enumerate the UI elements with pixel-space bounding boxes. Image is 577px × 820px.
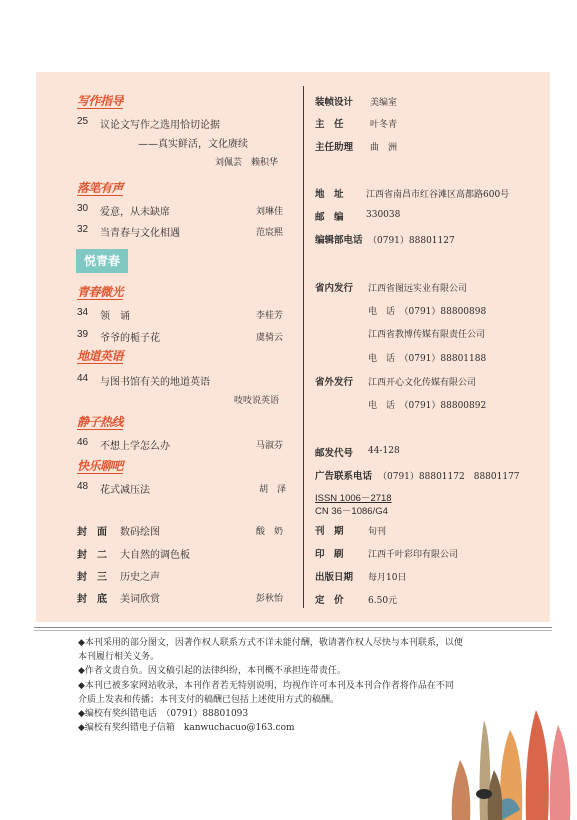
entry-title[interactable]: 爷爷的栀子花 [100, 333, 160, 344]
design-label: 装帧设计 [315, 97, 354, 108]
cover-title[interactable]: 数码绘图 [120, 527, 160, 538]
entry-author: 刘琳佳 [256, 207, 284, 217]
cn-number: CN 36－1086/G4 [315, 506, 388, 517]
entry-subtitle: ——真实鲜活，文化赓续 [138, 139, 248, 150]
price-label: 定 价 [315, 595, 344, 606]
cover-label: 封 底 [77, 594, 107, 605]
postcode-label: 邮 编 [315, 212, 344, 223]
postal-code-value: 44-128 [368, 446, 400, 456]
entry-page: 32 [77, 224, 89, 235]
address-value: 江西省南昌市红谷滩区高都路600号 [366, 190, 510, 200]
entry-title[interactable]: 当青春与文化相遇 [100, 228, 180, 239]
assistant-value: 曲 洲 [370, 143, 398, 153]
entry-title[interactable]: 领 诵 [100, 311, 130, 322]
frequency-label: 刊 期 [315, 526, 344, 537]
entry-page: 34 [77, 307, 89, 318]
entry-page: 25 [77, 116, 89, 127]
cover-label: 封 面 [77, 527, 107, 538]
cover-author: 彭秋怡 [256, 594, 284, 604]
issn-number: ISSN 1006－2718 [315, 493, 392, 504]
entry-author: 吱吱说英语 [234, 396, 280, 406]
ad-phone-value: （0791）88801172 88801177 [378, 472, 520, 482]
entry-page: 39 [77, 329, 89, 340]
entry-page: 48 [77, 481, 89, 492]
distributor-name: 江西开心文化传媒有限公司 [368, 378, 477, 388]
domestic-distribution-label: 省内发行 [315, 283, 354, 294]
section-jingzi-rexian: 静子热线 [77, 415, 124, 429]
distributor-name: 江西省图远实业有限公司 [368, 284, 468, 294]
distributor-phone: 电 话 （0791）88800892 [368, 401, 487, 411]
entry-title[interactable]: 与图书馆有关的地道英语 [100, 377, 210, 388]
assistant-label: 主任助理 [315, 142, 354, 153]
note-line: ◆本刊已被多家网站收录，本刊作者若无特别说明，均视作许可本刊及本刊合作者将作品在不同 [78, 680, 454, 691]
director-value: 叶冬青 [370, 120, 398, 130]
note-line: ◆作者文责自负。因文稿引起的法律纠纷，本刊概不承担连带责任。 [78, 666, 346, 677]
note-line: ◆编校有奖纠错电子信箱 kanwuchacuo@163.com [78, 723, 295, 734]
column-divider [303, 86, 304, 608]
yue-qingchun-badge: 悦青春 [76, 249, 128, 273]
office-phone-label: 编辑部电话 [315, 235, 363, 246]
distributor-name: 江西省教博传媒有限责任公司 [368, 330, 486, 340]
note-line: ◆编校有奖纠错电话 （0791）88801093 [78, 709, 249, 720]
section-kuaile-liaoba: 快乐聊吧 [77, 459, 124, 473]
note-line: ◆本刊采用的部分图文，因著作权人联系方式不详未能付酬，敬请著作权人尽快与本刊联系，以便 [78, 638, 463, 648]
postcode-value: 330038 [366, 210, 401, 220]
contents-panel [36, 72, 550, 622]
distributor-phone: 电 话 （0791）88801188 [368, 354, 487, 364]
entry-page: 30 [77, 203, 89, 214]
pub-date-value: 每月10日 [368, 573, 407, 583]
price-value: 6.50元 [368, 596, 398, 606]
entry-author: 刘佩芸 赖积华 [215, 158, 279, 168]
section-writing-guide: 写作指导 [77, 94, 124, 108]
design-value: 美编室 [370, 98, 398, 108]
footer-rule [34, 627, 552, 628]
entry-author: 马淑芬 [256, 441, 284, 451]
autumn-trees-illustration [440, 700, 577, 820]
cover-title[interactable]: 美词欣赏 [120, 594, 160, 605]
section-didao-yingyu: 地道英语 [77, 349, 124, 363]
cover-label: 封 二 [77, 550, 107, 561]
frequency-value: 旬刊 [368, 527, 387, 537]
ad-phone-label: 广告联系电话 [315, 471, 373, 482]
section-qingchun-weiguang: 青春微光 [77, 285, 124, 299]
printer-label: 印 刷 [315, 549, 344, 560]
address-label: 地 址 [315, 189, 344, 200]
entry-page: 44 [77, 373, 89, 384]
section-luobi-yousheng: 落笔有声 [77, 181, 124, 195]
entry-title[interactable]: 议论文写作之选用恰切论据 [100, 120, 220, 131]
note-line: 本刊履行相关义务。 [78, 652, 160, 663]
entry-author: 李桂芳 [256, 311, 284, 321]
entry-page: 46 [77, 437, 89, 448]
cover-label: 封 三 [77, 572, 107, 583]
entry-title[interactable]: 花式减压法 [100, 485, 150, 496]
note-line: 介质上发表和传播；本刊支付的稿酬已包括上述使用方式的稿酬。 [78, 694, 340, 705]
entry-title[interactable]: 爱意，从未缺席 [100, 207, 170, 218]
cover-title[interactable]: 历史之声 [120, 572, 160, 583]
printer-value: 江西千叶彩印有限公司 [368, 550, 459, 560]
external-distribution-label: 省外发行 [315, 377, 354, 388]
entry-author: 胡 泽 [259, 485, 287, 495]
entry-title[interactable]: 不想上学怎么办 [100, 441, 170, 452]
entry-author: 虞骑云 [256, 333, 284, 343]
entry-author: 范宸熙 [256, 228, 284, 238]
cover-author: 酸 奶 [256, 527, 284, 537]
distributor-phone: 电 话 （0791）88800898 [368, 307, 487, 317]
pub-date-label: 出版日期 [315, 572, 354, 583]
postal-code-label: 邮发代号 [315, 448, 354, 459]
cover-title[interactable]: 大自然的调色板 [120, 550, 190, 561]
director-label: 主 任 [315, 119, 344, 130]
office-phone-value: （0791）88801127 [368, 236, 455, 246]
footer-rule [34, 630, 552, 631]
